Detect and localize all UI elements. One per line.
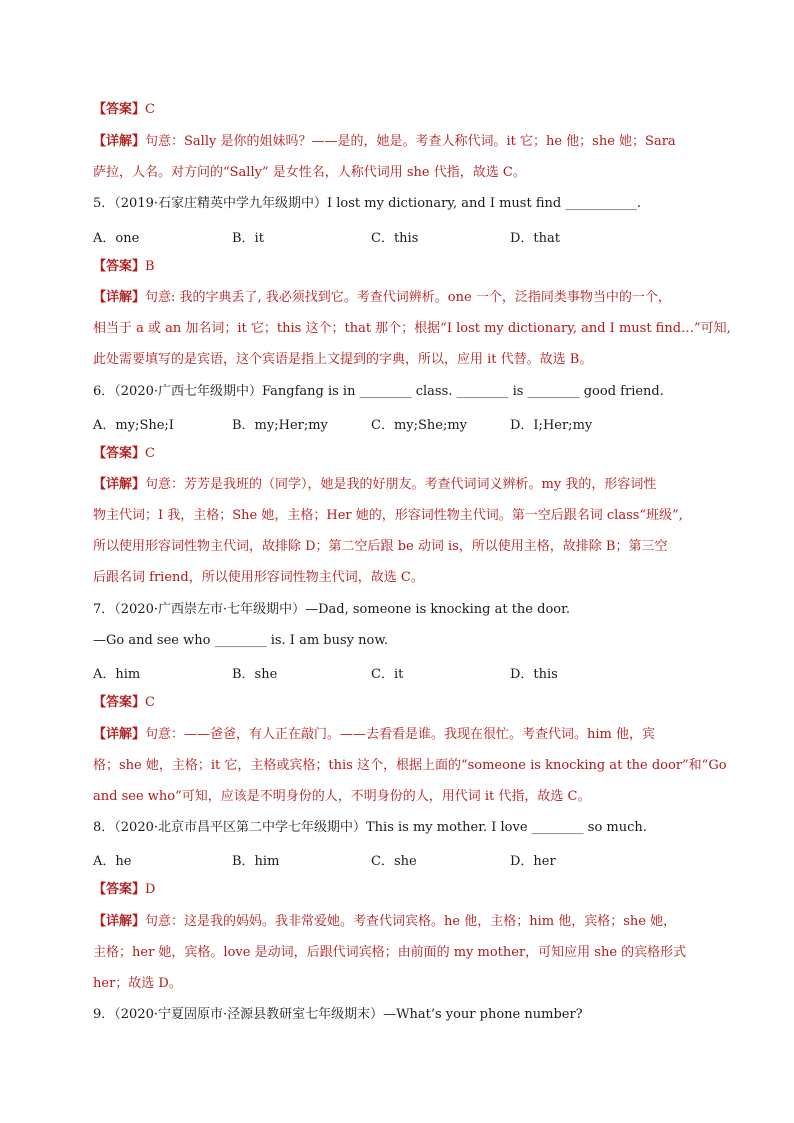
- q6-option-a: A．my;She;I: [93, 418, 174, 433]
- q6-option-b: B．my;Her;my: [232, 418, 328, 433]
- question-9-stem: 9．（2020·宁夏固原市·泾源县教研室七年级期末）—What’s your phone number?: [93, 1007, 583, 1022]
- q6-detail-line: [93, 476, 703, 494]
- answer-tag: 【答案】: [93, 882, 146, 897]
- detail-text: 此处需要填写的是宾语，这个宾语是指上文提到的字典，所以，应用 it 代替。故选 B。: [93, 352, 593, 367]
- answer-value: D: [145, 882, 156, 897]
- detail-text: her；故选 D。: [93, 976, 182, 991]
- q8-detail-line: [93, 913, 703, 931]
- detail-tag: 【详解】: [93, 134, 146, 149]
- answer-tag: 【答案】: [93, 695, 146, 710]
- detail-text: and see who”可知，应该是不明身份的人，不明身份的人，用代词 it 代指，故选 C。: [93, 789, 591, 804]
- q7-option-a: A．him: [93, 667, 141, 682]
- answer-tag: 【答案】: [93, 102, 146, 117]
- q6-answer-line: [93, 445, 703, 463]
- q6-option-d: D．I;Her;my: [510, 418, 593, 433]
- q5-option-a: A．one: [93, 231, 140, 246]
- answer-tag: 【答案】: [93, 446, 146, 461]
- detail-text: 句意：——爸爸，有人正在敲门。——去看看是谁。我现在很忙。考查代词。him 他，宾: [145, 727, 656, 742]
- detail-text: 句意：Sally 是你的姐妹吗？——是的，她是。考查人称代词。it 它；he 他；she 她；Sara: [145, 134, 676, 149]
- detail-tag: 【详解】: [93, 727, 146, 742]
- detail-text: 物主代词；I 我，主格；She 她，主格；Her 她的，形容词性物主代词。第一空后跟名词 class“班级”,: [93, 508, 683, 523]
- answer-line: [93, 101, 703, 119]
- question-6-stem: 6．（2020·广西七年级期中）Fangfang is in ________ class. ________ is ________ good friend.: [93, 384, 664, 399]
- detail-tag: 【详解】: [93, 290, 146, 305]
- q8-option-c: C．she: [371, 854, 417, 869]
- question-7-stem: 7．（2020·广西崇左市·七年级期中）—Dad, someone is knocking at the door.: [93, 602, 571, 617]
- q7-option-b: B．she: [232, 667, 278, 682]
- q8-option-d: D．her: [510, 854, 556, 869]
- answer-value: B: [145, 259, 155, 274]
- answer-value: C: [145, 446, 155, 461]
- detail-text: 萨拉，人名。对方问的“Sally” 是女性名，人称代词用 she 代指，故选 C。: [93, 165, 526, 180]
- q7-detail-line: [93, 726, 703, 744]
- answer-value: C: [145, 102, 155, 117]
- q5-option-d: D．that: [510, 231, 560, 246]
- detail-tag: 【详解】: [93, 477, 146, 492]
- q5-option-b: B．it: [232, 231, 264, 246]
- answer-tag: 【答案】: [93, 259, 146, 274]
- q7-option-d: D．this: [510, 667, 558, 682]
- detail-text: 句意：这是我的妈妈。我非常爱她。考查代词宾格。he 他，主格；him 他，宾格；she 她，: [145, 914, 677, 929]
- detail-text: 所以使用形容词性物主代词，故排除 D；第二空后跟 be 动词 is，所以使用主格，故排除 B；第三空: [93, 539, 668, 554]
- detail-text: 相当于 a 或 an 加名词；it 它；this 这个；that 那个；根据“I lost my dictionary, and I must find…”可知,: [93, 321, 731, 336]
- detail-line: [93, 133, 703, 151]
- detail-text: 句意: 我的字典丢了, 我必须找到它。考查代词辨析。one 一个，泛指同类事物当中的一个，: [145, 290, 671, 305]
- detail-text: 格；she 她，主格；it 它，主格或宾格；this 这个，根据上面的“someone is knocking at the door”和“Go: [93, 758, 727, 773]
- q6-option-c: C．my;She;my: [371, 418, 468, 433]
- q5-answer-line: [93, 258, 703, 276]
- q7-option-c: C．it: [371, 667, 404, 682]
- q8-option-a: A．he: [93, 854, 132, 869]
- question-7-stem-2: —Go and see who ________ is. I am busy now.: [93, 633, 389, 648]
- question-5-stem: 5．（2019·石家庄精英中学九年级期中）I lost my dictionary, and I must find ___________.: [93, 196, 641, 211]
- q5-detail-line: [93, 289, 703, 307]
- answer-value: C: [145, 695, 155, 710]
- detail-text: 主格；her 她，宾格。love 是动词，后跟代词宾格；由前面的 my mother，可知应用 she 的宾格形式: [93, 945, 687, 960]
- detail-text: 后跟名词 friend，所以使用形容词性物主代词，故选 C。: [93, 570, 424, 585]
- detail-text: 句意：芳芳是我班的（同学），她是我的好朋友。考查代词词义辨析。my 我的，形容词性: [145, 477, 657, 492]
- question-8-stem: 8．（2020·北京市昌平区第二中学七年级期中）This is my mother. I love ________ so much.: [93, 820, 647, 835]
- q8-answer-line: [93, 881, 703, 899]
- detail-tag: 【详解】: [93, 914, 146, 929]
- q8-option-b: B．him: [232, 854, 280, 869]
- q5-option-c: C．this: [371, 231, 419, 246]
- q7-answer-line: [93, 694, 703, 712]
